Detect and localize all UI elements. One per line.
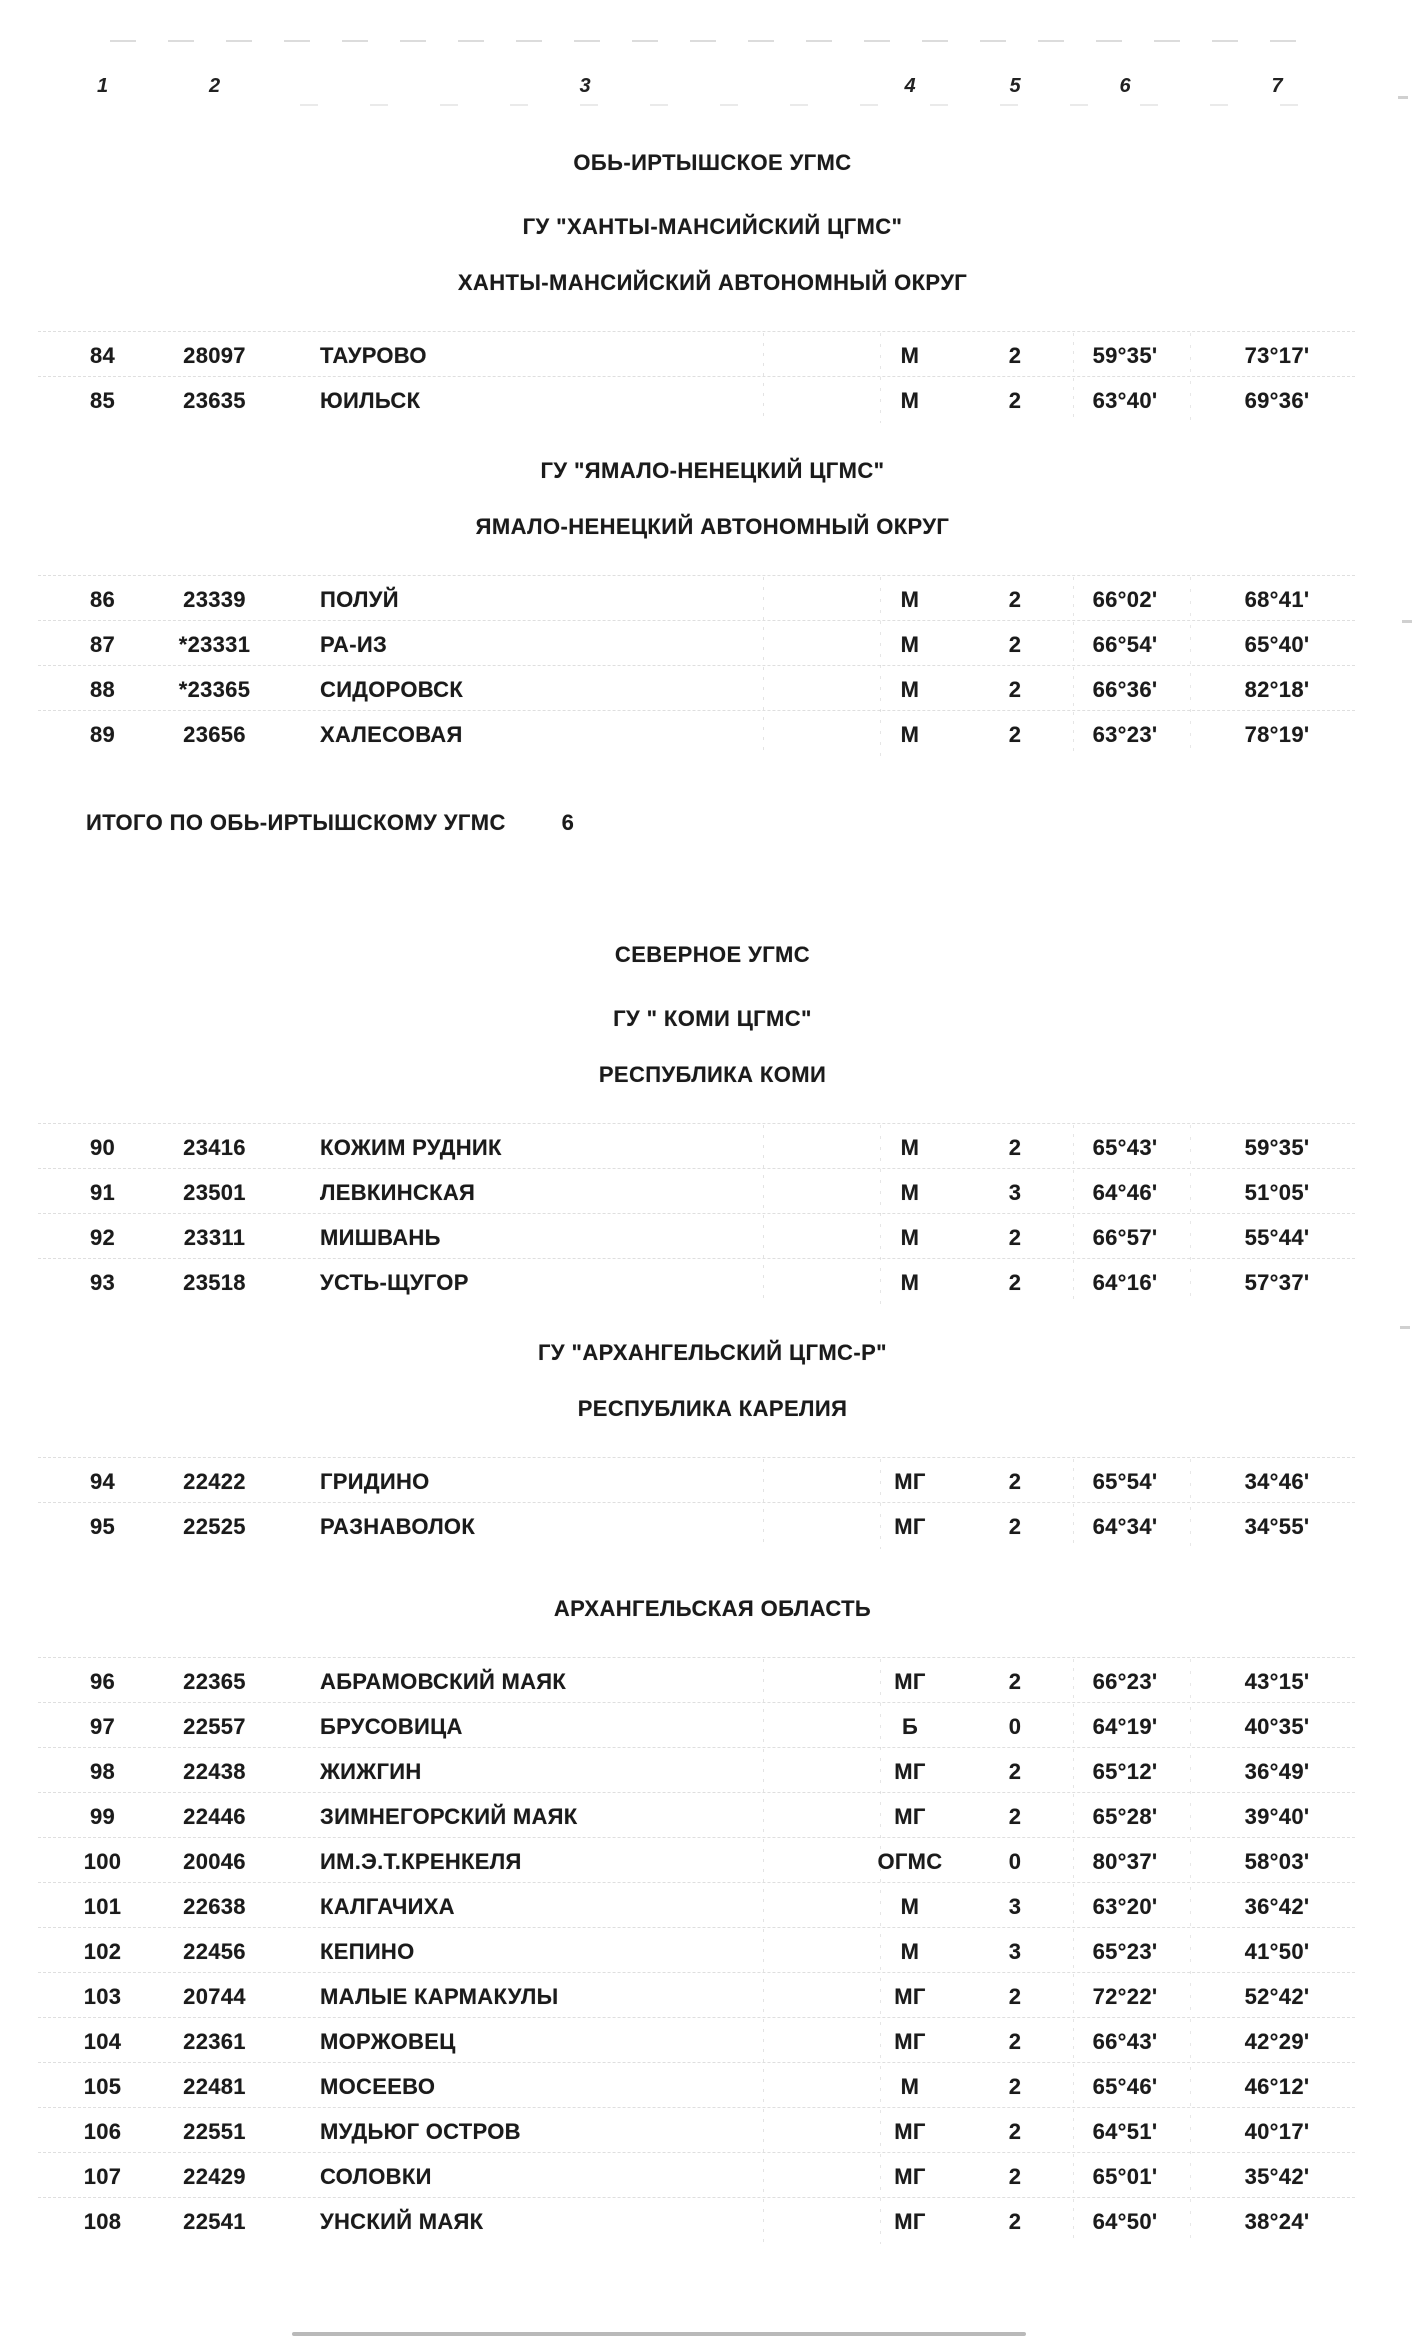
station-class: 3 — [1008, 1179, 1022, 1205]
latitude: 65°54' — [1092, 1468, 1158, 1494]
station-rows — [0, 577, 1425, 757]
ugms-section — [0, 939, 1425, 2244]
table-row — [0, 2154, 1425, 2199]
station-name: МУДЬЮГ ОСТРОВ — [320, 2118, 521, 2144]
table-row — [0, 1125, 1425, 1170]
gu-title: ГУ " КОМИ ЦГМС" — [613, 1006, 812, 1031]
station-class: 2 — [1008, 2028, 1022, 2054]
table-row — [0, 1659, 1425, 1704]
row-number: 106 — [83, 2118, 122, 2144]
station-type: ОГМС — [877, 1848, 943, 1874]
region-title: ХАНТЫ-МАНСИЙСКИЙ АВТОНОМНЫЙ ОКРУГ — [457, 270, 968, 295]
row-number: 103 — [83, 1983, 122, 2009]
latitude: 64°50' — [1092, 2208, 1158, 2234]
longitude: 58°03' — [1244, 1848, 1310, 1874]
table-row — [0, 667, 1425, 712]
station-class: 3 — [1008, 1893, 1022, 1919]
station-index: 23635 — [183, 387, 246, 413]
row-number: 96 — [89, 1668, 116, 1694]
total-label: ИТОГО ПО ОБЬ-ИРТЫШСКОМУ УГМС — [86, 810, 506, 835]
station-class: 2 — [1008, 631, 1022, 657]
station-name: МИШВАНЬ — [320, 1224, 441, 1250]
station-name: БРУСОВИЦА — [320, 1713, 463, 1739]
station-name: СОЛОВКИ — [320, 2163, 432, 2189]
station-type: М — [900, 586, 920, 612]
station-type: МГ — [894, 2163, 926, 2189]
station-index: 23501 — [183, 1179, 246, 1205]
row-number: 102 — [83, 1938, 122, 1964]
station-index: 22557 — [183, 1713, 246, 1739]
longitude: 52°42' — [1244, 1983, 1310, 2009]
row-number: 85 — [89, 387, 116, 413]
station-name: АБРАМОВСКИЙ МАЯК — [320, 1668, 567, 1694]
row-number: 91 — [89, 1179, 116, 1205]
station-type: М — [900, 1179, 920, 1205]
station-class: 2 — [1008, 2118, 1022, 2144]
station-type: МГ — [894, 1803, 926, 1829]
latitude: 64°51' — [1092, 2118, 1158, 2144]
latitude: 72°22' — [1092, 1983, 1158, 2009]
table-row — [0, 622, 1425, 667]
station-class: 2 — [1008, 1513, 1022, 1539]
station-type: М — [900, 342, 920, 368]
station-class: 2 — [1008, 721, 1022, 747]
station-class: 2 — [1008, 387, 1022, 413]
station-type: М — [900, 1224, 920, 1250]
station-class: 0 — [1008, 1713, 1022, 1739]
latitude: 63°23' — [1092, 721, 1158, 747]
latitude: 66°02' — [1092, 586, 1158, 612]
station-name: ЖИЖГИН — [320, 1758, 422, 1784]
station-class: 2 — [1008, 342, 1022, 368]
station-name: ЮИЛЬСК — [320, 387, 421, 413]
latitude: 66°43' — [1092, 2028, 1158, 2054]
station-name: ЗИМНЕГОРСКИЙ МАЯК — [320, 1803, 578, 1829]
table-row — [0, 2199, 1425, 2244]
longitude: 35°42' — [1244, 2163, 1310, 2189]
table-row — [0, 1974, 1425, 2019]
latitude: 65°23' — [1092, 1938, 1158, 1964]
column-number: 1 — [96, 75, 109, 97]
station-class: 2 — [1008, 2163, 1022, 2189]
row-number: 104 — [83, 2028, 122, 2054]
station-type: М — [900, 1893, 920, 1919]
longitude: 51°05' — [1244, 1179, 1310, 1205]
station-index: 20046 — [183, 1848, 246, 1874]
station-index: 22638 — [183, 1893, 246, 1919]
station-index: 22456 — [183, 1938, 246, 1964]
gu-title: ГУ "АРХАНГЕЛЬСКИЙ ЦГМС-Р" — [538, 1340, 887, 1365]
longitude: 82°18' — [1244, 676, 1310, 702]
row-number: 90 — [89, 1134, 116, 1160]
station-index: 22541 — [183, 2208, 246, 2234]
row-number: 92 — [89, 1224, 116, 1250]
longitude: 36°49' — [1244, 1758, 1310, 1784]
station-index: 23656 — [183, 721, 246, 747]
row-number: 84 — [89, 342, 116, 368]
sections — [0, 147, 1425, 2244]
total-value: 6 — [561, 810, 575, 835]
station-index: *23365 — [178, 676, 251, 702]
station-type: МГ — [894, 2028, 926, 2054]
table-row — [0, 1794, 1425, 1839]
latitude: 80°37' — [1092, 1848, 1158, 1874]
station-type: МГ — [894, 2118, 926, 2144]
column-number: 6 — [1119, 75, 1131, 97]
station-type: МГ — [894, 1983, 926, 2009]
station-name: СИДОРОВСК — [320, 676, 464, 702]
station-index: 22446 — [183, 1803, 246, 1829]
longitude: 34°55' — [1244, 1513, 1310, 1539]
station-group — [0, 455, 1425, 757]
row-number: 88 — [89, 676, 116, 702]
latitude: 64°34' — [1092, 1513, 1158, 1539]
station-group — [0, 211, 1425, 423]
station-type: М — [900, 1938, 920, 1964]
row-number: 87 — [89, 631, 116, 657]
longitude: 38°24' — [1244, 2208, 1310, 2234]
table-row — [0, 2064, 1425, 2109]
longitude: 34°46' — [1244, 1468, 1310, 1494]
station-type: М — [900, 2073, 920, 2099]
latitude: 63°40' — [1092, 387, 1158, 413]
station-index: 23339 — [183, 586, 246, 612]
station-rows — [0, 1659, 1425, 2244]
station-type: М — [900, 387, 920, 413]
section-title: СЕВЕРНОЕ УГМС — [614, 942, 811, 967]
station-index: 22551 — [183, 2118, 246, 2144]
table-row — [0, 577, 1425, 622]
station-name: МАЛЫЕ КАРМАКУЛЫ — [320, 1983, 559, 2009]
ugms-section — [0, 147, 1425, 839]
table-row — [0, 1704, 1425, 1749]
longitude: 65°40' — [1244, 631, 1310, 657]
latitude: 65°12' — [1092, 1758, 1158, 1784]
row-number: 100 — [83, 1848, 122, 1874]
column-number: 4 — [904, 75, 916, 97]
station-name: МОСЕЕВО — [320, 2073, 436, 2099]
longitude: 78°19' — [1244, 721, 1310, 747]
station-index: 23416 — [183, 1134, 246, 1160]
latitude: 66°23' — [1092, 1668, 1158, 1694]
station-class: 2 — [1008, 1803, 1022, 1829]
row-number: 107 — [83, 2163, 122, 2189]
table-row — [0, 1215, 1425, 1260]
longitude: 46°12' — [1244, 2073, 1310, 2099]
region-title: РЕСПУБЛИКА КОМИ — [598, 1062, 827, 1087]
station-class: 2 — [1008, 1758, 1022, 1784]
station-type: МГ — [894, 1513, 926, 1539]
station-type: МГ — [894, 2208, 926, 2234]
station-name: КЕПИНО — [320, 1938, 415, 1964]
gu-title: ГУ "ЯМАЛО-НЕНЕЦКИЙ ЦГМС" — [540, 458, 885, 483]
station-name: КАЛГАЧИХА — [320, 1893, 455, 1919]
table-row — [0, 333, 1425, 378]
station-class: 2 — [1008, 1269, 1022, 1295]
station-rows — [0, 1125, 1425, 1305]
longitude: 68°41' — [1244, 586, 1310, 612]
station-class: 2 — [1008, 586, 1022, 612]
station-index: 22361 — [183, 2028, 246, 2054]
section-title: ОБЬ-ИРТЫШСКОЕ УГМС — [573, 150, 852, 175]
total-line — [0, 807, 1425, 839]
row-number: 99 — [89, 1803, 116, 1829]
latitude: 66°57' — [1092, 1224, 1158, 1250]
table-row — [0, 1504, 1425, 1549]
station-index: 23518 — [183, 1269, 246, 1295]
latitude: 59°35' — [1092, 342, 1158, 368]
column-number: 3 — [579, 75, 591, 97]
latitude: 65°43' — [1092, 1134, 1158, 1160]
station-name: МОРЖОВЕЦ — [320, 2028, 456, 2054]
table-row — [0, 1884, 1425, 1929]
latitude: 65°01' — [1092, 2163, 1158, 2189]
station-index: 23311 — [183, 1224, 246, 1250]
table-row — [0, 2019, 1425, 2064]
station-type: М — [900, 676, 920, 702]
table-row — [0, 1260, 1425, 1305]
station-type: М — [900, 1134, 920, 1160]
longitude: 36°42' — [1244, 1893, 1310, 1919]
station-index: 22525 — [183, 1513, 246, 1539]
row-number: 86 — [89, 586, 116, 612]
column-number: 5 — [1009, 75, 1021, 97]
station-index: 20744 — [183, 1983, 246, 2009]
row-number: 94 — [89, 1468, 116, 1494]
column-number: 7 — [1271, 75, 1283, 97]
station-name: ТАУРОВО — [320, 342, 427, 368]
station-type: М — [900, 631, 920, 657]
longitude: 73°17' — [1244, 342, 1310, 368]
longitude: 39°40' — [1244, 1803, 1310, 1829]
station-name: ХАЛЕСОВАЯ — [320, 721, 463, 747]
station-group — [0, 1337, 1425, 1549]
station-class: 2 — [1008, 1468, 1022, 1494]
station-name: ГРИДИНО — [320, 1468, 430, 1494]
station-class: 2 — [1008, 2073, 1022, 2099]
longitude: 69°36' — [1244, 387, 1310, 413]
station-type: МГ — [894, 1668, 926, 1694]
latitude: 65°46' — [1092, 2073, 1158, 2099]
station-type: М — [900, 1269, 920, 1295]
station-type: М — [900, 721, 920, 747]
station-index: 22438 — [183, 1758, 246, 1784]
station-class: 2 — [1008, 676, 1022, 702]
row-number: 93 — [89, 1269, 116, 1295]
station-name: ПОЛУЙ — [320, 586, 399, 612]
region-title: РЕСПУБЛИКА КАРЕЛИЯ — [577, 1396, 848, 1421]
longitude: 41°50' — [1244, 1938, 1310, 1964]
latitude: 64°19' — [1092, 1713, 1158, 1739]
column-number: 2 — [208, 75, 221, 97]
station-class: 2 — [1008, 1668, 1022, 1694]
longitude: 43°15' — [1244, 1668, 1310, 1694]
station-class: 0 — [1008, 1848, 1022, 1874]
row-number: 101 — [83, 1893, 122, 1919]
table-row — [0, 1929, 1425, 1974]
row-number: 97 — [89, 1713, 116, 1739]
station-type: МГ — [894, 1758, 926, 1784]
latitude: 66°36' — [1092, 676, 1158, 702]
station-group — [0, 1593, 1425, 2244]
table-row — [0, 1459, 1425, 1504]
longitude: 59°35' — [1244, 1134, 1310, 1160]
station-index: 22365 — [183, 1668, 246, 1694]
longitude: 57°37' — [1244, 1269, 1310, 1295]
scan-artifact — [292, 2332, 1026, 2336]
table-row — [0, 712, 1425, 757]
station-name: ИМ.Э.Т.КРЕНКЕЛЯ — [320, 1848, 522, 1874]
region-title: ЯМАЛО-НЕНЕЦКИЙ АВТОНОМНЫЙ ОКРУГ — [475, 514, 950, 539]
row-number: 95 — [89, 1513, 116, 1539]
column-number-header — [0, 75, 1425, 105]
table-row — [0, 2109, 1425, 2154]
station-index: *23331 — [178, 631, 251, 657]
latitude: 64°16' — [1092, 1269, 1158, 1295]
station-name: РАЗНАВОЛОК — [320, 1513, 476, 1539]
row-number: 108 — [83, 2208, 122, 2234]
station-name: УНСКИЙ МАЯК — [320, 2208, 484, 2234]
latitude: 64°46' — [1092, 1179, 1158, 1205]
latitude: 63°20' — [1092, 1893, 1158, 1919]
table-row — [0, 1170, 1425, 1215]
gu-title: ГУ "ХАНТЫ-МАНСИЙСКИЙ ЦГМС" — [522, 214, 903, 239]
table-row — [0, 1839, 1425, 1884]
region-title: АРХАНГЕЛЬСКАЯ ОБЛАСТЬ — [553, 1596, 872, 1621]
station-class: 2 — [1008, 1224, 1022, 1250]
station-class: 2 — [1008, 2208, 1022, 2234]
station-name: УСТЬ-ЩУГОР — [320, 1269, 469, 1295]
station-name: РА-ИЗ — [320, 631, 388, 657]
station-type: МГ — [894, 1468, 926, 1494]
longitude: 55°44' — [1244, 1224, 1310, 1250]
station-type: Б — [901, 1713, 919, 1739]
station-index: 28097 — [183, 342, 246, 368]
longitude: 40°17' — [1244, 2118, 1310, 2144]
table-row — [0, 378, 1425, 423]
station-group — [0, 1003, 1425, 1305]
table-row — [0, 1749, 1425, 1794]
station-index: 22422 — [183, 1468, 246, 1494]
station-rows — [0, 333, 1425, 423]
station-class: 2 — [1008, 1134, 1022, 1160]
station-class: 2 — [1008, 1983, 1022, 2009]
row-number: 98 — [89, 1758, 116, 1784]
row-number: 105 — [83, 2073, 122, 2099]
row-number: 89 — [89, 721, 116, 747]
longitude: 40°35' — [1244, 1713, 1310, 1739]
station-index: 22429 — [183, 2163, 246, 2189]
station-name: КОЖИМ РУДНИК — [320, 1134, 502, 1160]
station-class: 3 — [1008, 1938, 1022, 1964]
latitude: 65°28' — [1092, 1803, 1158, 1829]
latitude: 66°54' — [1092, 631, 1158, 657]
station-name: ЛЕВКИНСКАЯ — [320, 1179, 476, 1205]
longitude: 42°29' — [1244, 2028, 1310, 2054]
station-rows — [0, 1459, 1425, 1549]
station-index: 22481 — [183, 2073, 246, 2099]
